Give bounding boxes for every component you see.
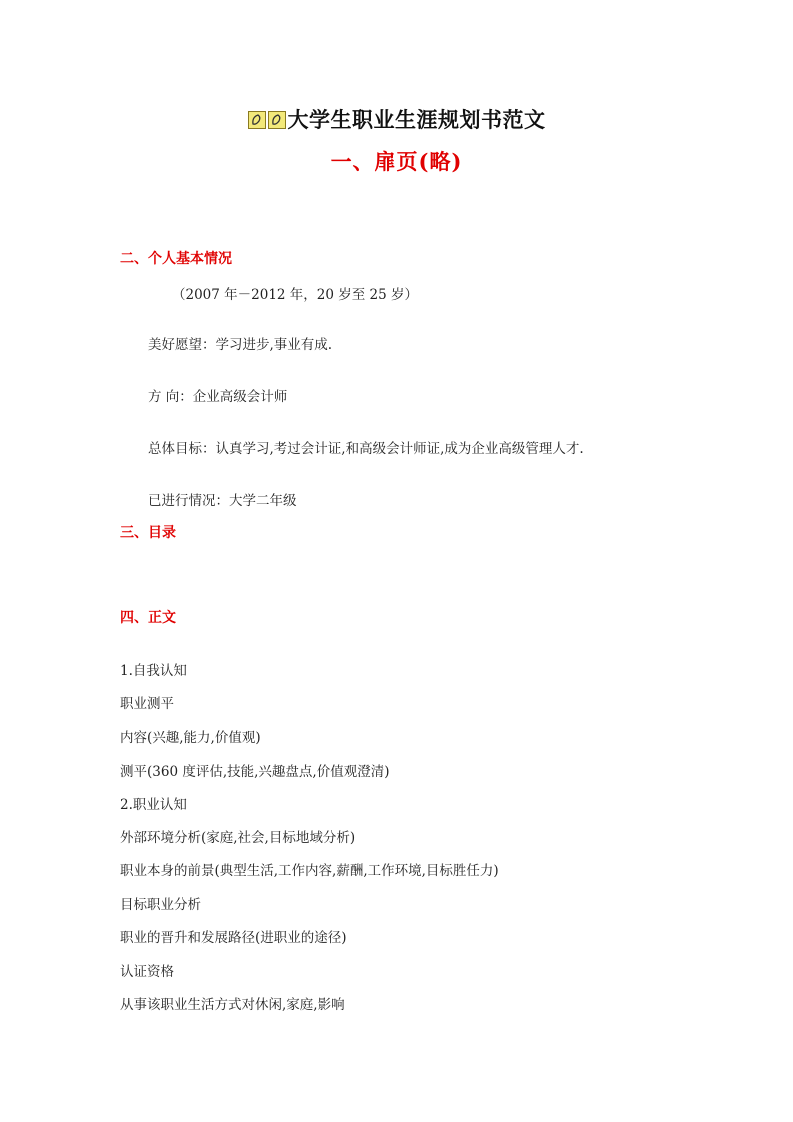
section-basic-info-heading: 二、个人基本情况 [120, 251, 232, 267]
body-line: 内容(兴趣,能力,价值观) [120, 730, 261, 746]
body-line: 测平(360 度评估,技能,兴趣盘点,价值观澄清) [120, 764, 390, 780]
basic-info-wish: 美好愿望：学习进步,事业有成. [148, 337, 333, 353]
document-title-text: 大学生职业生涯规划书范文 [287, 107, 546, 132]
section-cover-heading: 一、扉页(略) [330, 149, 463, 174]
section-body-heading: 四、正文 [120, 610, 176, 626]
basic-info-goal: 总体目标：认真学习,考过会计证,和高级会计师证,成为企业高级管理人才. [148, 441, 584, 457]
body-line: 职业本身的前景(典型生活,工作内容,薪酬,工作环境,目标胜任力) [120, 863, 499, 879]
section-toc-heading: 三、目录 [120, 525, 176, 541]
basic-info-period: （2007 年－2012 年，20 岁至 25 岁） [172, 287, 419, 303]
basic-info-direction: 方 向：企业高级会计师 [148, 389, 288, 405]
body-line: 职业的晋升和发展路径(进职业的途径) [120, 930, 347, 946]
body-line: 从事该职业生活方式对休闲,家庭,影响 [120, 997, 345, 1013]
body-line: 目标职业分析 [120, 897, 201, 913]
document-title [0, 104, 793, 134]
document-logo-icon [248, 111, 286, 129]
body-line: 1.自我认知 [120, 663, 187, 679]
body-line: 外部环境分析(家庭,社会,目标地域分析) [120, 830, 356, 846]
body-line: 认证资格 [120, 964, 174, 980]
basic-info-progress: 已进行情况：大学二年级 [148, 493, 297, 509]
body-line: 2.职业认知 [120, 797, 187, 813]
body-line: 职业测平 [120, 696, 174, 712]
